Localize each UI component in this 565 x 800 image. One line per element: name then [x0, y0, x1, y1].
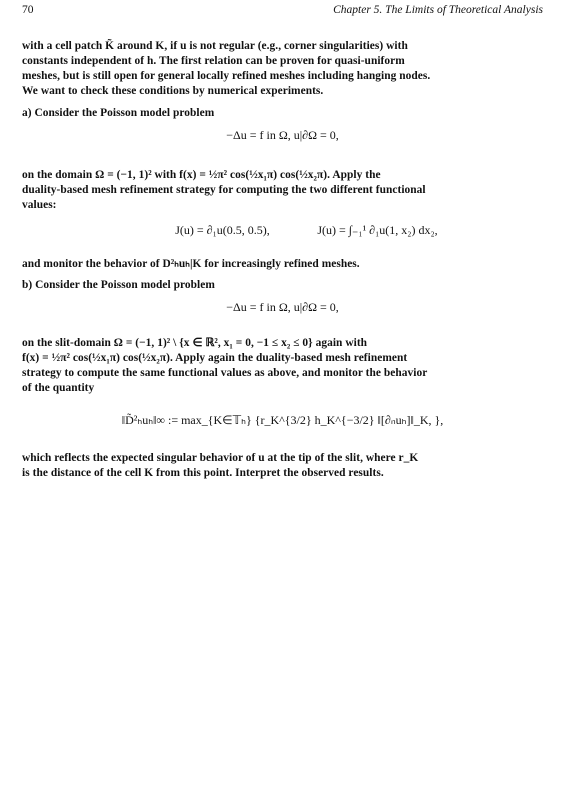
intro-line-3: meshes, but is still open for general locally refined meshes including hanging nodes.	[22, 70, 431, 82]
part-b-text-line-4: of the quantity	[22, 382, 95, 394]
equation-poisson-a: −Δu = f in Ω, u|∂Ω = 0,	[226, 128, 339, 142]
intro-line-4: We want to check these conditions by numerical experiments.	[22, 85, 324, 97]
closing-line-1: which reflects the expected singular behavior of u at the tip of the slit, where r_K	[22, 452, 419, 464]
part-a-text-line-2: duality-based mesh refinement strategy for computing the two different functional	[22, 184, 426, 196]
intro-line-1: with a cell patch K̃ around K, if u is not regular (e.g., corner singularities) with	[22, 40, 408, 52]
part-b-text-line-3: strategy to compute the same functional values as above, and monitor the behavior	[22, 367, 428, 379]
equation-functional-point: J(u) = ∂₁u(0.5, 0.5),	[175, 223, 270, 237]
running-header	[22, 4, 543, 20]
part-a-monitor: and monitor the behavior of D²ₕuₕ|K for increasingly refined meshes.	[22, 258, 360, 270]
part-a-text-line-1: on the domain Ω = (−1, 1)² with f(x) = ½π² cos(½x₁π) cos(½x₂π). Apply the	[22, 169, 381, 181]
part-b-text-line-2: f(x) = ½π² cos(½x₁π) cos(½x₂π). Apply again the duality-based mesh refinement	[22, 352, 408, 364]
page-number: 70	[22, 4, 34, 16]
closing-line-2: is the distance of the cell K from this point. Interpret the observed results.	[22, 467, 384, 479]
part-a-text-line-3: values:	[22, 199, 57, 211]
equation-quantity: ‖D̃²ₕuₕ‖∞ := max_{K∈𝕋ₕ} {r_K^{3/2} h_K^{−3/2} ‖[∂ₙuₕ]‖_K, },	[121, 413, 444, 427]
chapter-title: Chapter 5. The Limits of Theoretical Analysis	[333, 4, 543, 16]
part-a-heading: a) Consider the Poisson model problem	[22, 107, 215, 119]
intro-line-2: constants independent of h. The first relation can be proven for quasi-uniform	[22, 55, 405, 67]
equation-functional-integral: J(u) = ∫₋₁¹ ∂₁u(1, x₂) dx₂,	[317, 223, 438, 237]
part-b-heading: b) Consider the Poisson model problem	[22, 279, 215, 291]
part-b-text-line-1: on the slit-domain Ω = (−1, 1)² \ {x ∈ ℝ², x₁ = 0, −1 ≤ x₂ ≤ 0} again with	[22, 337, 368, 349]
equation-poisson-b: −Δu = f in Ω, u|∂Ω = 0,	[226, 300, 339, 314]
